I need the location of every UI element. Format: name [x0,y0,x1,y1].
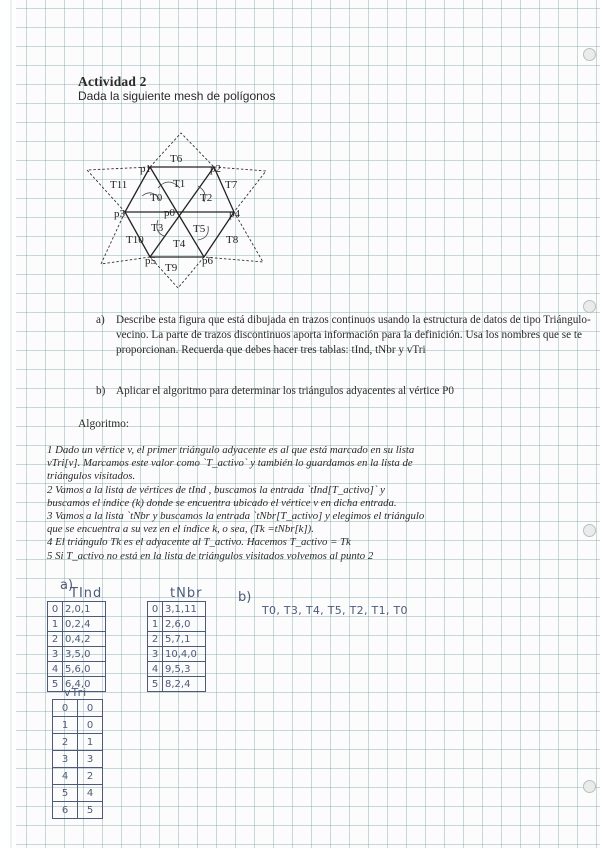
algorithm-heading: Algoritmo: [78,418,130,430]
algorithm-line: 2 Vamos a la lista de vértices de tInd , buscamos la entrada `tInd[T_activo]` y [47,483,385,496]
table-cell: 0 [53,700,78,717]
table-cell: 5 [148,677,163,692]
table-row [53,751,103,768]
table-cell: 1 [148,617,163,632]
table-row [48,647,106,662]
binder-hole [583,300,596,313]
table-cell: 4 [48,662,63,677]
triangle-label: T3 [151,222,164,234]
table-cell: 6,4,0 [63,677,106,692]
table-row [48,662,106,677]
table-cell: 5,6,0 [63,662,106,677]
table-row [148,602,206,617]
vertex-label: p4 [229,208,240,220]
question-b-text: Aplicar el algoritmo para determinar los triángulos adyacentes al vértice P0 [116,385,454,397]
tnbr-title: tNbr [170,586,203,601]
vtri-table [52,699,103,819]
binder-hole [583,780,596,793]
table-cell: 0 [48,602,63,617]
table-cell: 5 [48,677,63,692]
table-row [148,647,206,662]
table-cell: 4 [53,768,78,785]
binder-hole [583,524,596,537]
vertex-label: p3 [114,208,125,220]
table-cell: 1 [48,617,63,632]
triangle-label: T5 [193,223,206,235]
vtri-title: vTri [64,686,88,699]
table-row [53,717,103,734]
table-cell: 8,2,4 [163,677,206,692]
table-cell: 2 [78,768,103,785]
algorithm-line: triángulos visitados. [47,470,136,483]
tind-table [47,601,106,692]
table-row [148,632,206,647]
algorithm-line: 1 Dado un vértice v, el primer triángulo adyacente es al que está marcado en su lista [47,444,415,456]
algorithm-line: que se encuentra a su vez en el índice k, o sea, (Tk =tNbr[k]). [47,523,314,536]
table-row [48,602,106,617]
tind-title: TInd [70,586,103,601]
table-cell: 5,7,1 [163,632,206,647]
table-cell: 0 [78,700,103,717]
table-cell: 5 [53,785,78,802]
table-row [53,700,103,717]
triangle-label: T2 [200,192,213,204]
algorithm-line: vTri[v]. Marcamos este valor como `T_activo` y también lo guardamos en la lista de [47,457,413,470]
question-b-label: b) [96,385,106,397]
table-row [148,617,206,632]
table-cell: 1 [53,717,78,734]
answer-a-label: a) [60,578,74,593]
table-cell: 3 [48,647,63,662]
triangle-label: T9 [165,262,178,274]
page-title: Actividad 2 [78,74,147,89]
table-cell: 4 [78,785,103,802]
vertex-label: p5 [145,255,156,267]
table-cell: 5 [78,802,103,819]
question-a-text: Describe esta figura que está dibujada en trazos continuos usando la estructura de datos de tipo Triángulo-vecino. La parte de trazos discontinuos aporta información para la definición. Usa los nombres que se te proporcionan. Recuerda que debes hacer tres tablas: tInd, tNbr y vTri [116,314,591,356]
vertex-label: p2 [210,163,221,175]
table-cell: 3 [53,751,78,768]
vertex-label: p0 [164,207,175,219]
table-cell: 0,2,4 [63,617,106,632]
triangle-label: T11 [110,179,128,191]
vertex-label: p6 [202,255,213,267]
polygon-mesh-diagram [0,0,600,300]
table-cell: 4 [148,662,163,677]
triangle-label: T7 [225,179,238,191]
table-cell: 0 [78,717,103,734]
triangle-label: T0 [150,192,163,204]
algorithm-line: 4 El triángulo Tk es el adyacente al T_activo. Hacemos T_activo = Tk [47,536,351,549]
table-row [48,632,106,647]
table-cell: 9,5,3 [163,662,206,677]
question-a-label: a) [96,314,105,326]
table-row [48,617,106,632]
table-cell: 1 [78,734,103,751]
table-cell: 3,1,11 [163,602,206,617]
table-row [148,677,206,692]
table-cell: 0 [148,602,163,617]
answer-b-label: b) [238,590,252,605]
visited-triangles: T0, T3, T4, T5, T2, T1, T0 [262,604,408,617]
tnbr-table [147,601,206,692]
page-subtitle: Dada la siguiente mesh de polígonos [78,89,276,103]
table-cell: 6 [53,802,78,819]
algorithm-line: 3 Vamos a la lista `tNbr y buscamos la entrada `tNbr[T_activo] y elegimos el triángulo [47,510,425,523]
table-row [53,802,103,819]
triangle-label: T10 [126,234,144,246]
triangle-label: T6 [170,153,183,165]
table-row [53,768,103,785]
triangle-label: T8 [226,234,239,246]
table-row [148,662,206,677]
table-cell: 3,5,0 [63,647,106,662]
table-cell: 0,4,2 [63,632,106,647]
table-row [53,785,103,802]
vertex-label: p1 [140,163,151,175]
table-cell: 2,6,0 [163,617,206,632]
table-row [53,734,103,751]
table-cell: 10,4,0 [163,647,206,662]
triangle-label: T4 [173,238,186,250]
table-cell: 2 [148,632,163,647]
table-cell: 2,0,1 [63,602,106,617]
table-cell: 3 [78,751,103,768]
algorithm-steps [47,444,567,563]
triangle-label: T1 [173,178,186,190]
table-cell: 2 [53,734,78,751]
algorithm-line: 5 Si T_activo no está en la lista de triángulos visitados volvemos al punto 2 [47,549,374,562]
algorithm-line: buscamos el índice (k) donde se encuentra ubicado el vértice v en dicha entrada. [47,496,397,509]
table-cell: 2 [48,632,63,647]
table-cell: 3 [148,647,163,662]
